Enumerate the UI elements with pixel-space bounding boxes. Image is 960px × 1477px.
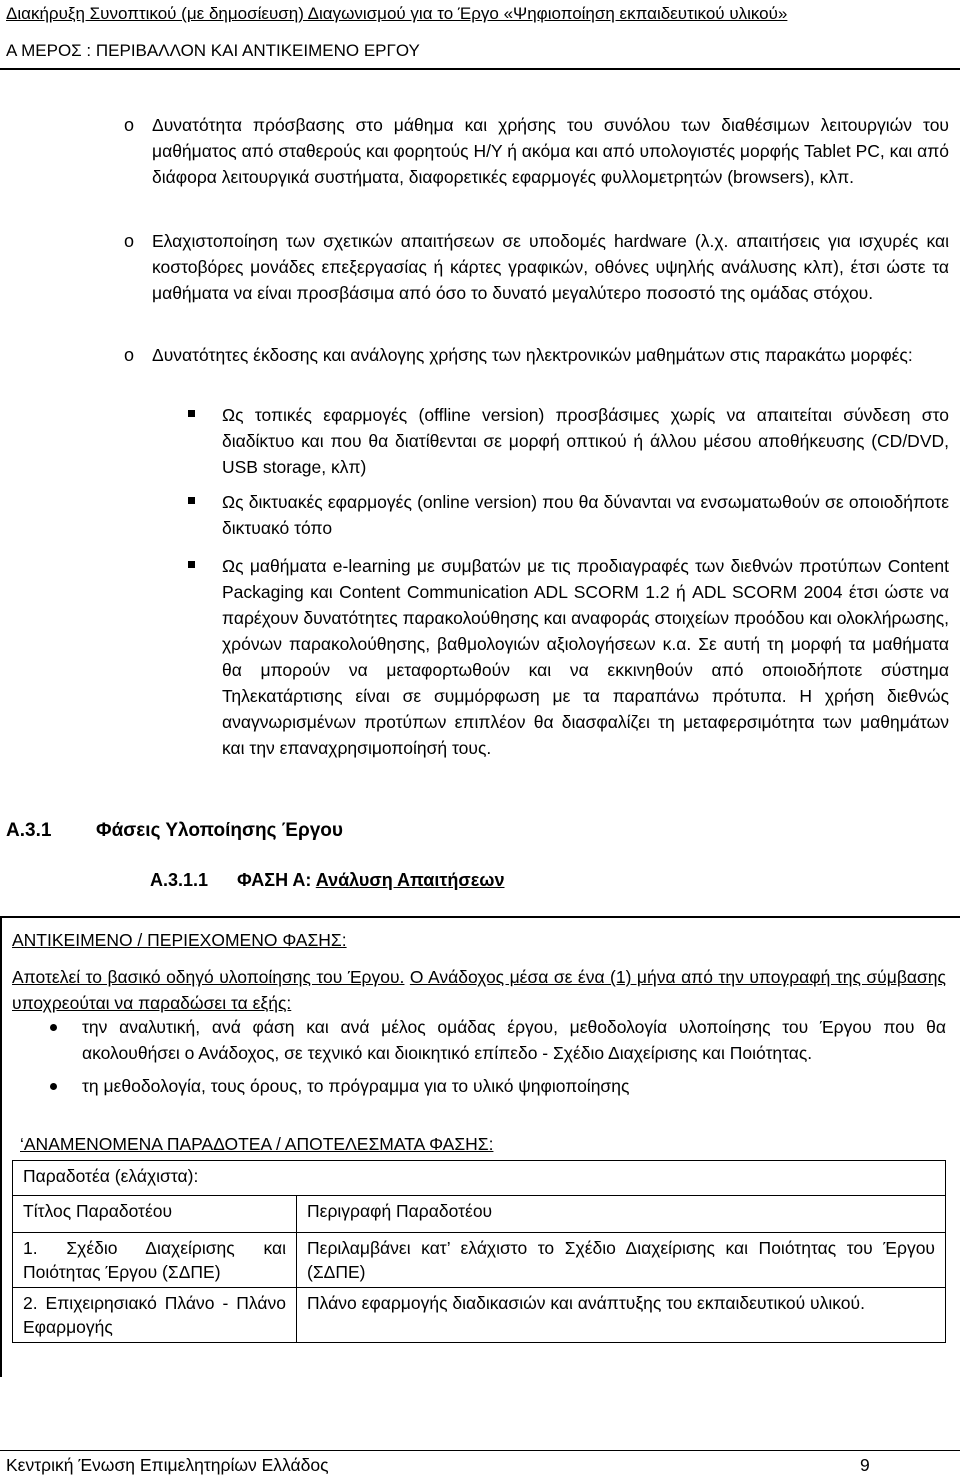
deliverable-title: 2. Επιχειρησιακό Πλάνο - Πλάνο Εφαρμογής: [13, 1288, 297, 1343]
table-caption: Παραδοτέα (ελάχιστα):: [13, 1161, 946, 1196]
phase-intro: [12, 964, 946, 1016]
table-header-row: [13, 1196, 946, 1233]
sub-bullet-elearning: Ως μαθήματα e-learning με συμβατών με τις προδιαγραφές των διεθνών προτύπων Content Packaging και Content Communication ADL SCORM 1.2 ή ADL SCORM 2004 έτσι ώστε να παρέχουν δυνατότητες παρακολούθησης και αναφοράς στοιχείων προόδου και ολοκλήρωσης, χρόνων παρακολούθησης, βαθμολογιών αξιολογήσεων κ.α. Σε αυτή τη μορφή τα μαθήματα θα μπορούν να μεταφορτωθούν και να εκκινηθούν από οποιοδήποτε σύστημα Τηλεκατάρτισης είναι σε συμμόρφωση με τα παραπάνω πρότυπα. Η χρήση διεθνώς αναγνωρισμένων προτύπων επιπλέον θα διασφαλίζει τη μεταφερσιμότητα των μαθημάτων και την επαναχρησιμοποίησή τους.: [222, 556, 949, 758]
phase-item-methodology: την αναλυτική, ανά φάση και ανά μέλος ομάδας έργου, μεθοδολογία υλοποίησης του Έργου που θα ακολουθήσει ο Ανάδοχος, σε τεχνικό και διοικητικό επίπεδο - Σχέδιο Διαχείρισης και Ποιότητας.: [82, 1017, 946, 1063]
table-row: [13, 1233, 946, 1288]
subsection-number: Α.3.1.1: [150, 870, 209, 890]
document-part: Α ΜΕΡΟΣ : ΠΕΡΙΒΑΛΛΟΝ ΚΑΙ ΑΝΤΙΚΕΙΜΕΝΟ ΕΡΓΟΥ: [6, 41, 420, 60]
phase-intro-a: Αποτελεί το βασικό οδηγό υλοποίησης του Έργου.: [12, 967, 405, 987]
phase-name: Ανάλυση Απαιτήσεων: [315, 870, 505, 890]
section-number: Α.3.1: [6, 820, 52, 841]
footer-organization: Κεντρική Ένωση Επιμελητηρίων Ελλάδος: [6, 1455, 329, 1475]
header-divider: [0, 68, 960, 70]
phase-frame-top: [0, 916, 960, 918]
document-title: Διακήρυξη Συνοπτικού (με δημοσίευση) Διαγωνισμού για το Έργο «Ψηφιοποίηση εκπαιδευτικού υλικού»: [6, 4, 788, 23]
column-header-title: Τίτλος Παραδοτέου: [13, 1196, 297, 1233]
bullet-dot-icon: [50, 1083, 57, 1090]
bullet-formats: Δυνατότητες έκδοσης και ανάλογης χρήσης των ηλεκτρονικών μαθημάτων στις παρακάτω μορφές:: [152, 345, 913, 365]
bullet-o-marker: o: [124, 231, 135, 251]
phase-label: ΦΑΣΗ Α:: [237, 870, 312, 890]
phase-frame-left: [0, 916, 2, 1377]
square-bullet-icon: [188, 410, 195, 417]
column-header-description: Περιγραφή Παραδοτέου: [297, 1196, 946, 1233]
sub-bullet-online: Ως δικτυακές εφαρμογές (online version) που θα δύνανται να ενσωματωθούν σε οποιοδήποτε δικτυακό τόπο: [222, 492, 949, 538]
deliverables-table: [12, 1160, 946, 1343]
table-row: [13, 1288, 946, 1343]
footer-divider: [0, 1450, 960, 1451]
bullet-access: Δυνατότητα πρόσβασης στο μάθημα και χρήσης του συνόλου των διαθέσιμων λειτουργιών του μαθήματος από σταθερούς και φορητούς Η/Υ ή ακόμα και από υπολογιστές μορφής Tablet PC, και από διάφορα λειτουργικά συστήματα, διαφορετικές εφαρμογές φυλλομετρητών (browsers), κλπ.: [152, 115, 949, 187]
bullet-dot-icon: [50, 1024, 57, 1031]
page-number: 9: [860, 1455, 870, 1475]
deliverable-description: Περιλαμβάνει κατ’ ελάχιστο το Σχέδιο Διαχείρισης και Ποιότητας του Έργου (ΣΔΠΕ): [297, 1233, 946, 1288]
section-title: Φάσεις Υλοποίησης Έργου: [96, 820, 343, 841]
phase-intro-b: Ο Ανάδοχος μέσα σε ένα (1) μήνα από την υπογραφή της σύμβασης υποχρεούται να παραδώσει τα εξής:: [12, 967, 946, 1013]
sub-bullet-offline: Ως τοπικές εφαρμογές (offline version) προσβάσιμες χωρίς να απαιτείται σύνδεση στο διαδίκτυο και που θα διατίθενται σε μορφή οπτικού ή άλλου μέσου αποθήκευσης (CD/DVD, USB storage, κλπ): [222, 405, 949, 477]
deliverables-heading: ‘ΑΝΑΜΕΝΟΜΕΝΑ ΠΑΡΑΔΟΤΕΑ / ΑΠΟΤΕΛΕΣΜΑΤΑ ΦΑΣΗΣ:: [20, 1134, 494, 1154]
bullet-o-marker: o: [124, 115, 135, 135]
bullet-o-marker: o: [124, 345, 135, 365]
table-caption-row: [13, 1161, 946, 1196]
square-bullet-icon: [188, 561, 195, 568]
deliverable-description: Πλάνο εφαρμογής διαδικασιών και ανάπτυξης του εκπαιδευτικού υλικού.: [297, 1288, 946, 1343]
deliverable-title: 1. Σχέδιο Διαχείρισης και Ποιότητας Έργου (ΣΔΠΕ): [13, 1233, 297, 1288]
square-bullet-icon: [188, 497, 195, 504]
bullet-hardware: Ελαχιστοποίηση των σχετικών απαιτήσεων σε υποδομές hardware (λ.χ. απαιτήσεις για ισχυρές και κοστοβόρες μονάδες επεξεργασίας ή κάρτες γραφικών, οθόνες υψηλής ανάλυσης κλπ), έτσι ώστε τα μαθήματα να είναι προσβάσιμα από όσο το δυνατό μεγαλύτερο ποσοστό της ομάδας στόχου.: [152, 231, 949, 303]
phase-object-heading: ΑΝΤΙΚΕΙΜΕΝΟ / ΠΕΡΙΕΧΟΜΕΝΟ ΦΑΣΗΣ:: [12, 930, 347, 950]
subsection-title: [237, 870, 504, 891]
phase-item-digitization: τη μεθοδολογία, τους όρους, το πρόγραμμα για το υλικό ψηφιοποίησης: [82, 1076, 630, 1096]
